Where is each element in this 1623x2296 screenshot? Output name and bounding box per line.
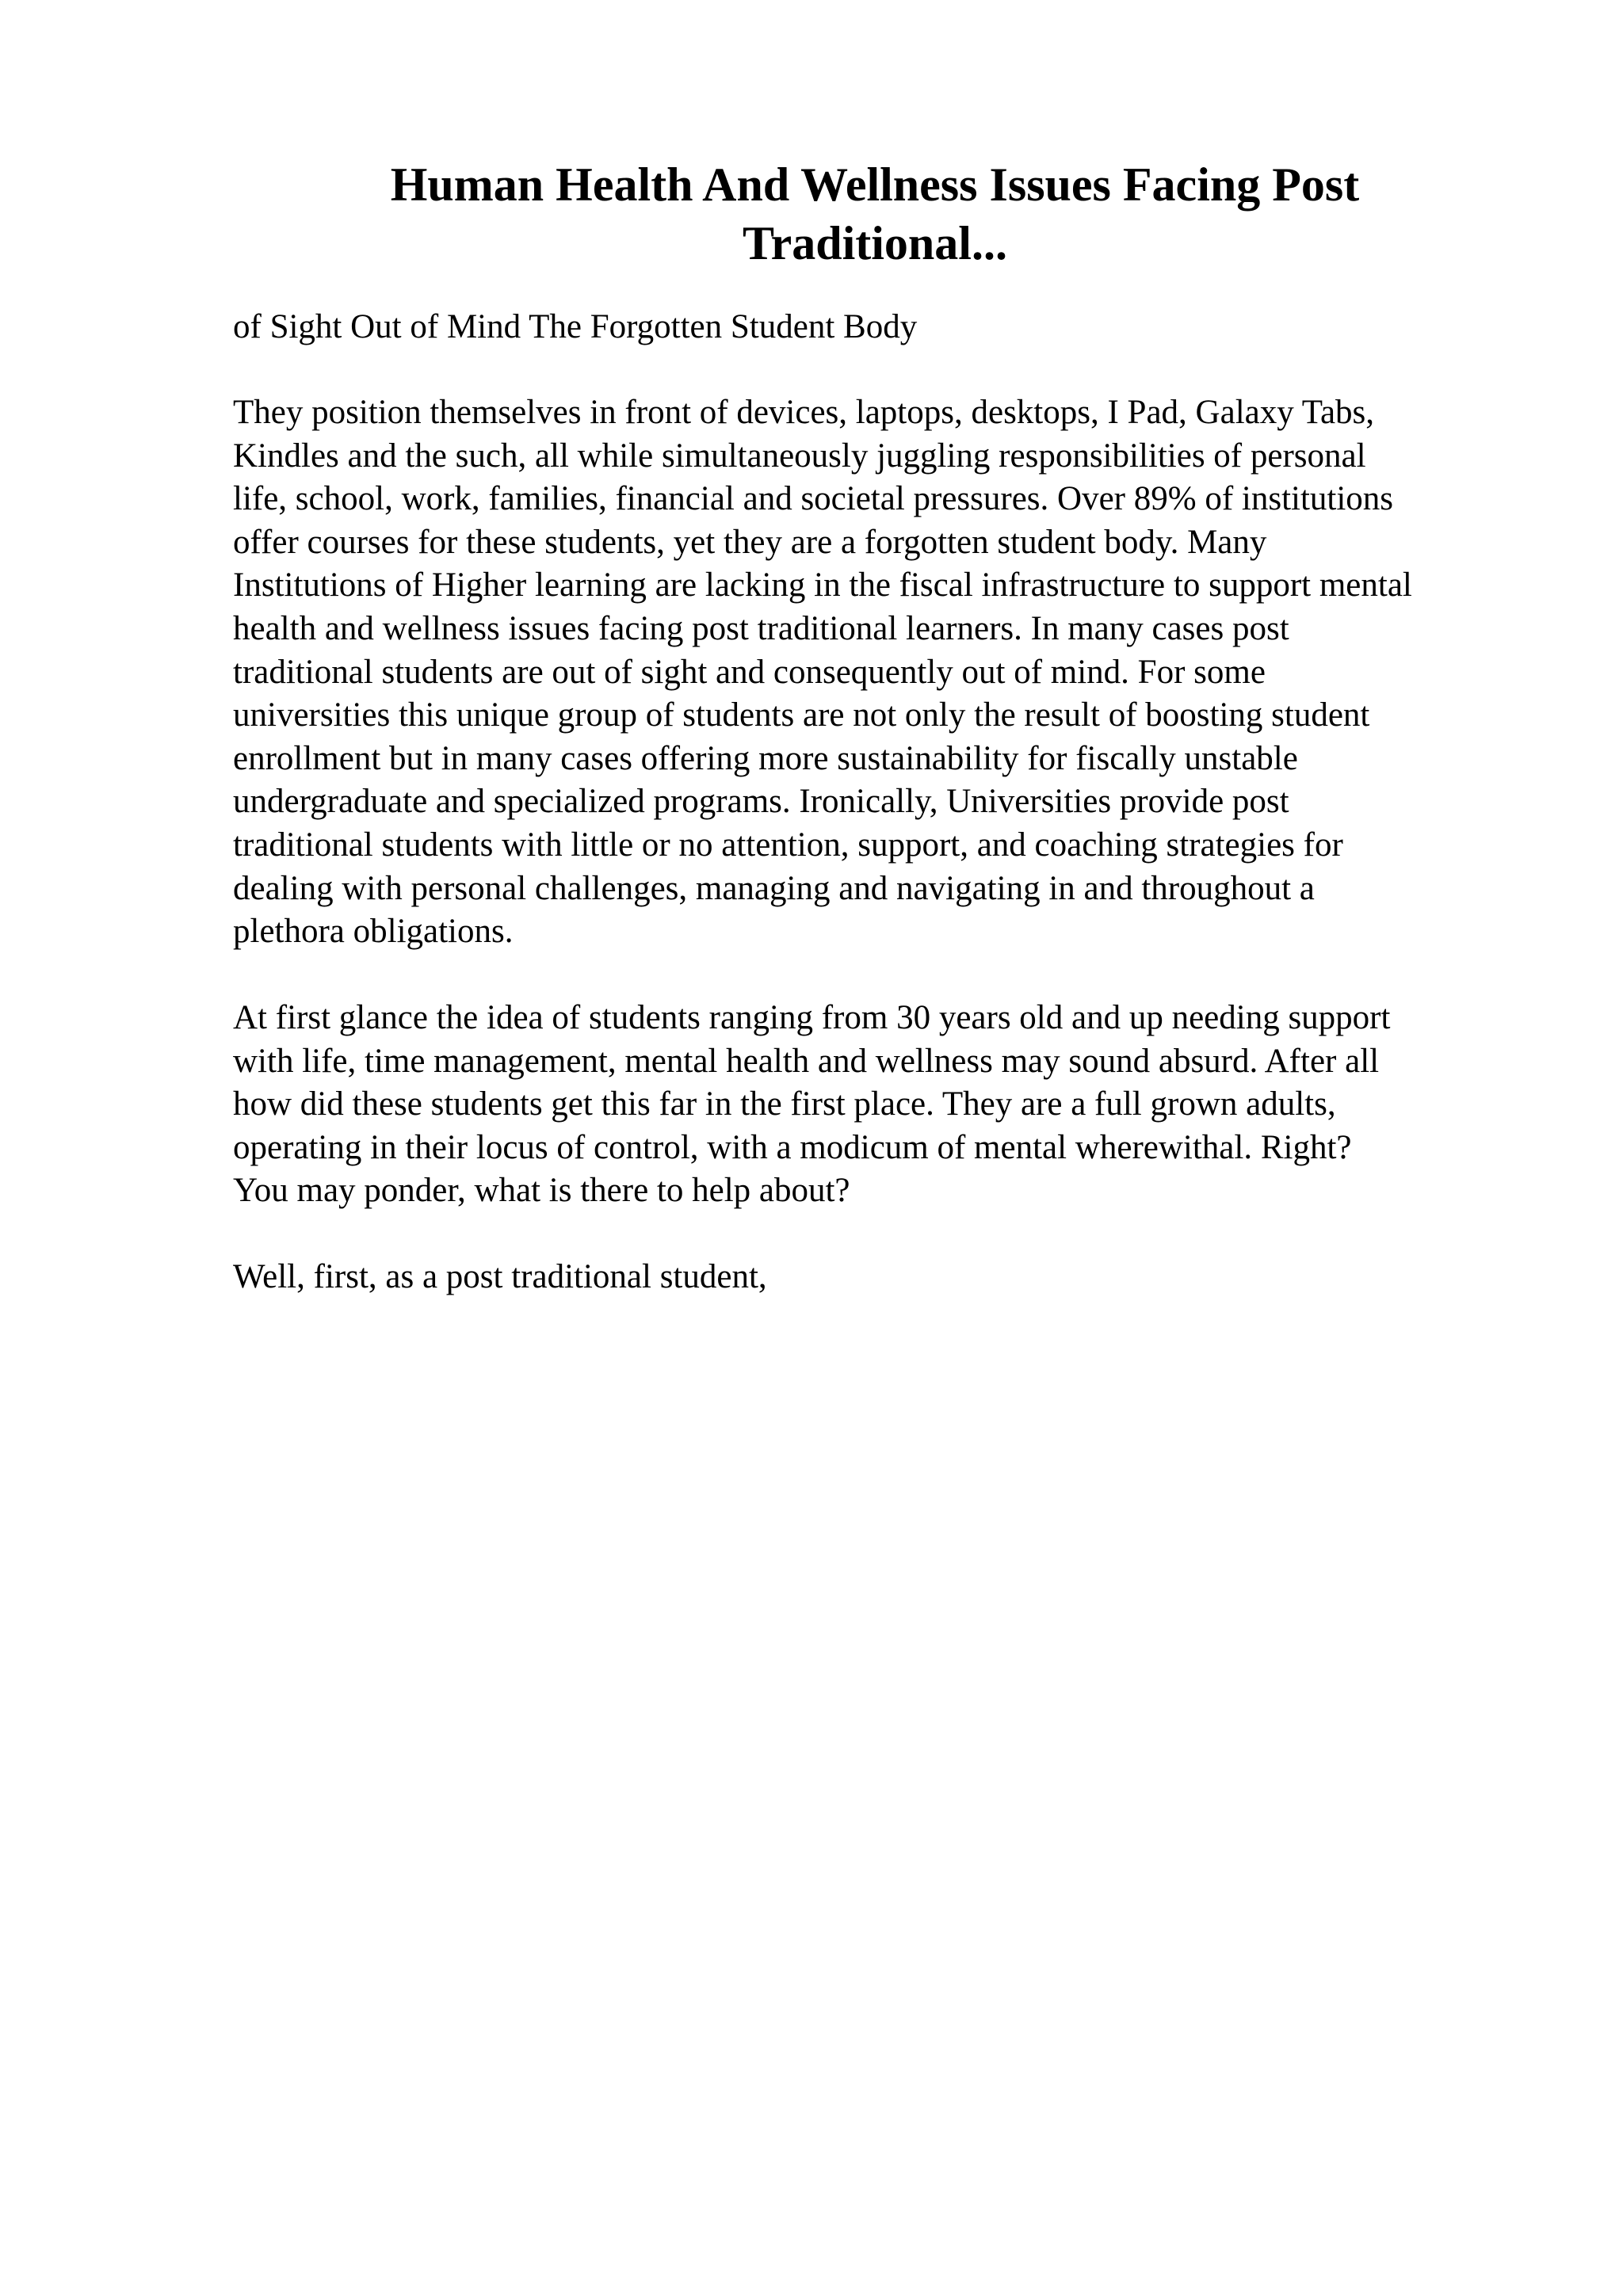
text-line: traditional students are out of sight and consequently out of mind. For some xyxy=(233,653,1266,691)
paragraph-3 xyxy=(233,1256,1533,1299)
text-line: enrollment but in many cases offering more sustainability for fiscally unstable xyxy=(233,739,1298,777)
document-title xyxy=(233,155,1517,273)
text-line: how did these students get this far in the first place. They are a full grown adults, xyxy=(233,1085,1336,1123)
text-line: offer courses for these students, yet they are a forgotten student body. Many xyxy=(233,523,1267,561)
text-line: traditional students with little or no attention, support, and coaching strategies for xyxy=(233,826,1343,864)
text-line: You may ponder, what is there to help about? xyxy=(233,1172,850,1210)
paragraph-1 xyxy=(233,391,1533,954)
text-line: They position themselves in front of devices, laptops, desktops, I Pad, Galaxy Tabs, xyxy=(233,394,1375,431)
text-line: operating in their locus of control, with a modicum of mental wherewithal. Right? xyxy=(233,1128,1352,1166)
paragraph-2 xyxy=(233,997,1533,1213)
title-line: Human Health And Wellness Issues Facing Post xyxy=(390,158,1360,211)
text-line: life, school, work, families, financial and societal pressures. Over 89% of institutions xyxy=(233,480,1394,518)
text-line: health and wellness issues facing post traditional learners. In many cases post xyxy=(233,609,1289,647)
text-line: Well, first, as a post traditional student, xyxy=(233,1258,767,1295)
document-subtitle: of Sight Out of Mind The Forgotten Student Body xyxy=(233,308,918,345)
text-line: with life, time management, mental health and wellness may sound absurd. After all xyxy=(233,1042,1380,1080)
text-line: universities this unique group of students are not only the result of boosting student xyxy=(233,696,1370,734)
text-line: dealing with personal challenges, managing and navigating in and throughout a xyxy=(233,869,1315,907)
text-line: At first glance the idea of students ranging from 30 years old and up needing support xyxy=(233,999,1391,1036)
title-line: Traditional... xyxy=(743,217,1007,269)
text-line: plethora obligations. xyxy=(233,913,514,951)
text-line: undergraduate and specialized programs. Ironically, Universities provide post xyxy=(233,783,1289,821)
text-line: Kindles and the such, all while simultaneously juggling responsibilities of personal xyxy=(233,437,1366,475)
text-line: Institutions of Higher learning are lacking in the fiscal infrastructure to support mental xyxy=(233,566,1412,605)
